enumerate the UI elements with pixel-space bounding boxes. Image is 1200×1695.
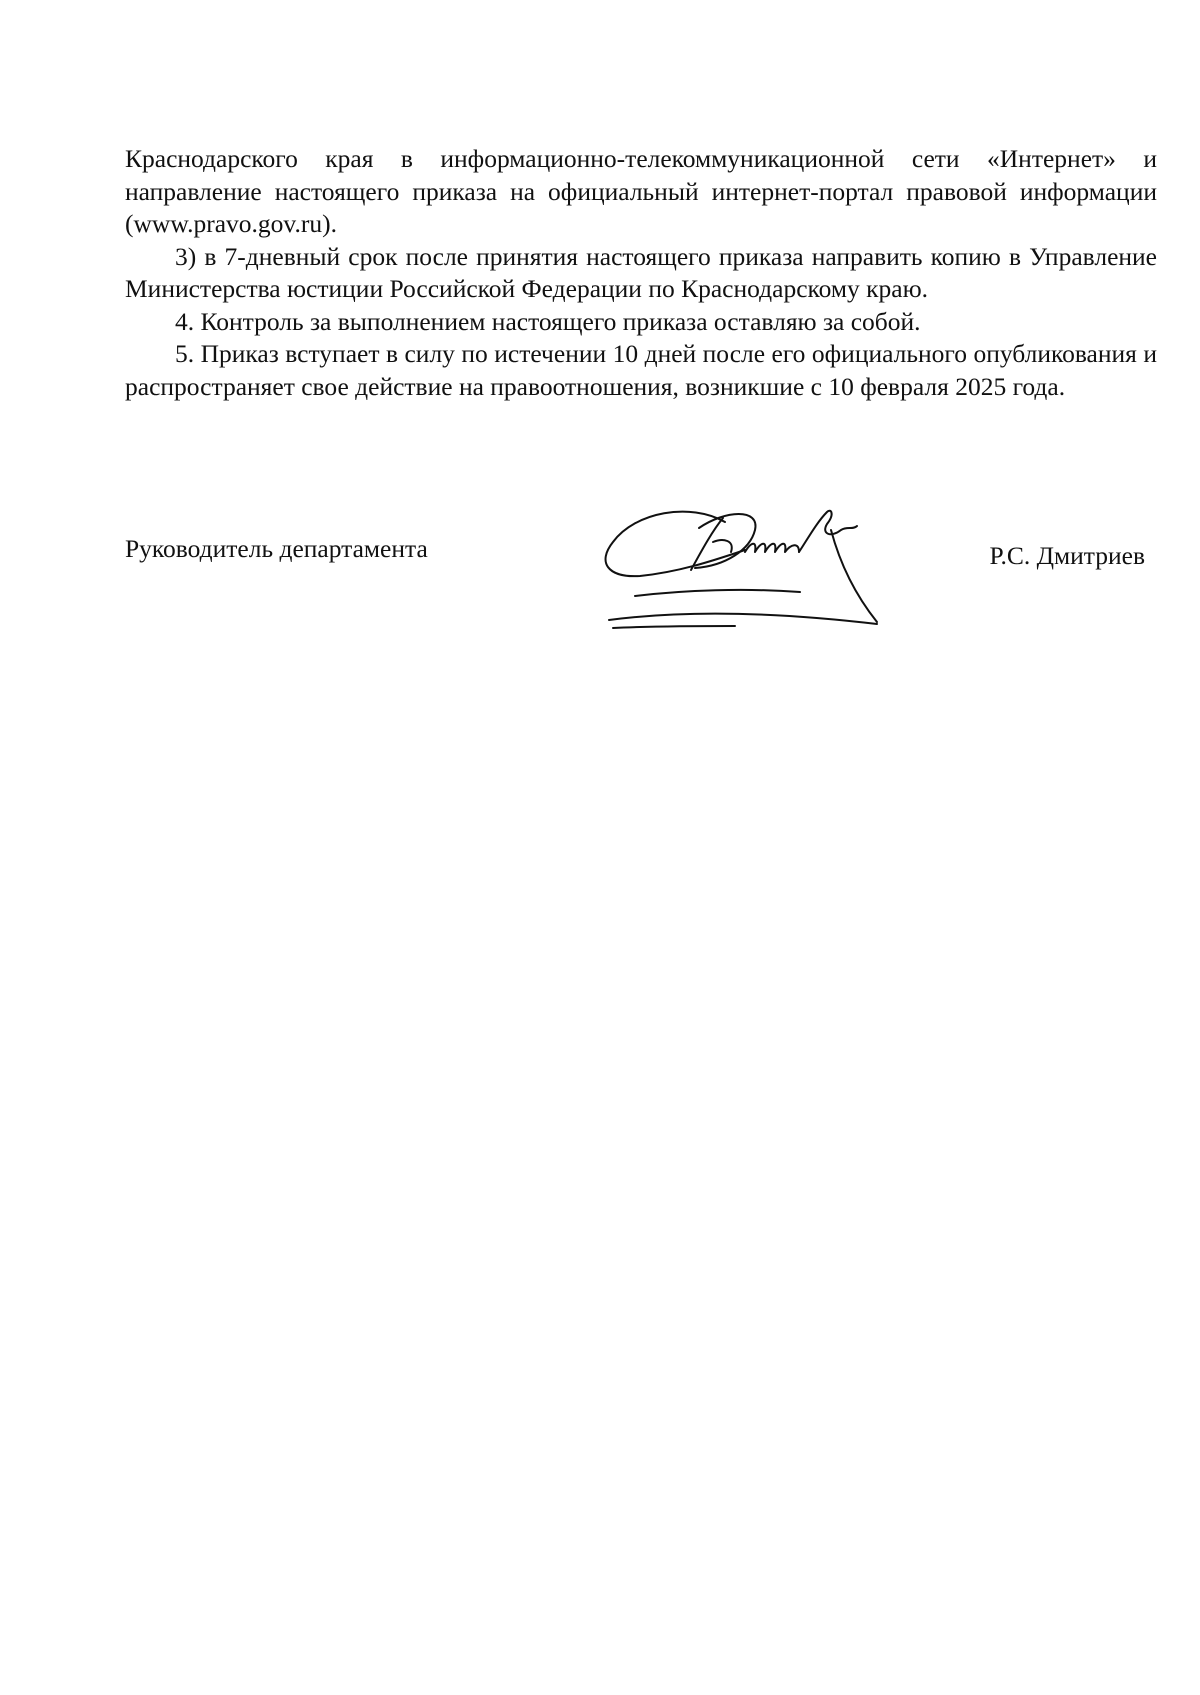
signatory-name: Р.С. Дмитриев [989, 541, 1145, 570]
paragraph-item-4: 4. Контроль за выполнением настоящего приказа оставляю за собой. [175, 306, 921, 336]
document-body [125, 143, 1157, 403]
paragraph-item-3: 3) в 7-дневный срок после принятия настоящего приказа направить копию в Управление Министерства юстиции Российской Федерации по Краснодарскому краю. [125, 241, 1157, 303]
paragraph-item-5: 5. Приказ вступает в силу по истечении 10 дней после его официального опубликования и распространяет свое действие на правоотношения, возникшие с 10 февраля 2025 года. [125, 339, 1157, 401]
paragraph-continuation: Краснодарского края в информационно-телекоммуникационной сети «Интернет» и направление настоящего приказа на официальный интернет-портал правовой информации (www.pravo.gov.ru). [125, 144, 1157, 238]
signatory-position: Руководитель департамента [125, 534, 428, 563]
handwritten-signature-icon [595, 500, 885, 635]
signature-block [125, 500, 1157, 640]
